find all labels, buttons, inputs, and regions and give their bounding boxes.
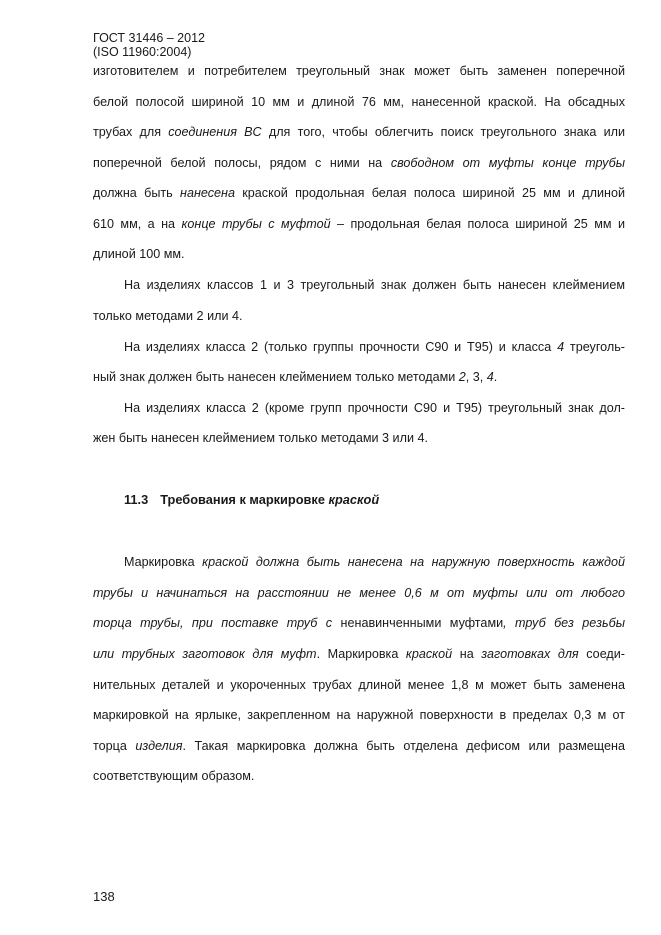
text-line: На изделиях класса 2 (кроме групп прочности С90 и Т95) треугольный знак дол- bbox=[124, 401, 625, 415]
text-line: торца трубы, при поставке труб с ненавинченными муфтами, труб без резьбы bbox=[93, 616, 625, 630]
text-line: или трубных заготовок для муфт. Маркировка краской на заготовках для соеди- bbox=[93, 647, 625, 661]
text-line: трубы и начинаться на расстоянии не менее 0,6 м от муфты или от любого bbox=[93, 586, 625, 600]
text-line: соответствующим образом. bbox=[93, 769, 255, 783]
section-heading: 11.3 Требования к маркировке краской bbox=[124, 492, 380, 507]
text-line: нительных деталей и укороченных трубах длиной менее 1,8 м может быть заменена bbox=[93, 678, 625, 692]
text-line: 610 мм, а на конце трубы с муфтой – продольная белая полоса шириной 25 мм и bbox=[93, 217, 625, 231]
text-line: маркировкой на ярлыке, закрепленном на наружной поверхности в пределах 0,3 м от bbox=[93, 708, 625, 722]
text-line: На изделиях классов 1 и 3 треугольный знак должен быть нанесен клеймением bbox=[124, 278, 625, 292]
text-line: торца изделия. Такая маркировка должна быть отделена дефисом или размещена bbox=[93, 739, 625, 753]
text-line: трубах для соединения BC для того, чтобы облегчить поиск треугольного знака или bbox=[93, 125, 626, 139]
text-line: изготовителем и потребителем треугольный знак может быть заменен поперечной bbox=[93, 64, 625, 78]
text-line: белой полосой шириной 10 мм и длиной 76 мм, нанесенной краской. На обсадных bbox=[93, 95, 625, 109]
standard-designation: ГОСТ 31446 – 2012 bbox=[93, 31, 205, 45]
text-line: ный знак должен быть нанесен клеймением только методами 2, 3, 4. bbox=[93, 370, 498, 384]
text-line: должна быть нанесена краской продольная белая полоса шириной 25 мм и длиной bbox=[93, 186, 625, 200]
text-line: длиной 100 мм. bbox=[93, 247, 185, 261]
iso-designation: (ISO 11960:2004) bbox=[93, 45, 192, 59]
text-line: На изделиях класса 2 (только группы прочности С90 и Т95) и класса 4 треуголь- bbox=[124, 340, 626, 354]
text-line: Маркировка краской должна быть нанесена на наружную поверхность каждой bbox=[124, 555, 625, 569]
text-line: жен быть нанесен клеймением только методами 3 или 4. bbox=[93, 431, 428, 445]
text-line: поперечной белой полосы, рядом с ними на свободном от муфты конце трубы bbox=[93, 156, 625, 170]
page-number: 138 bbox=[93, 889, 115, 904]
section-number: 11.3 bbox=[124, 492, 149, 507]
text-line: только методами 2 или 4. bbox=[93, 309, 243, 323]
